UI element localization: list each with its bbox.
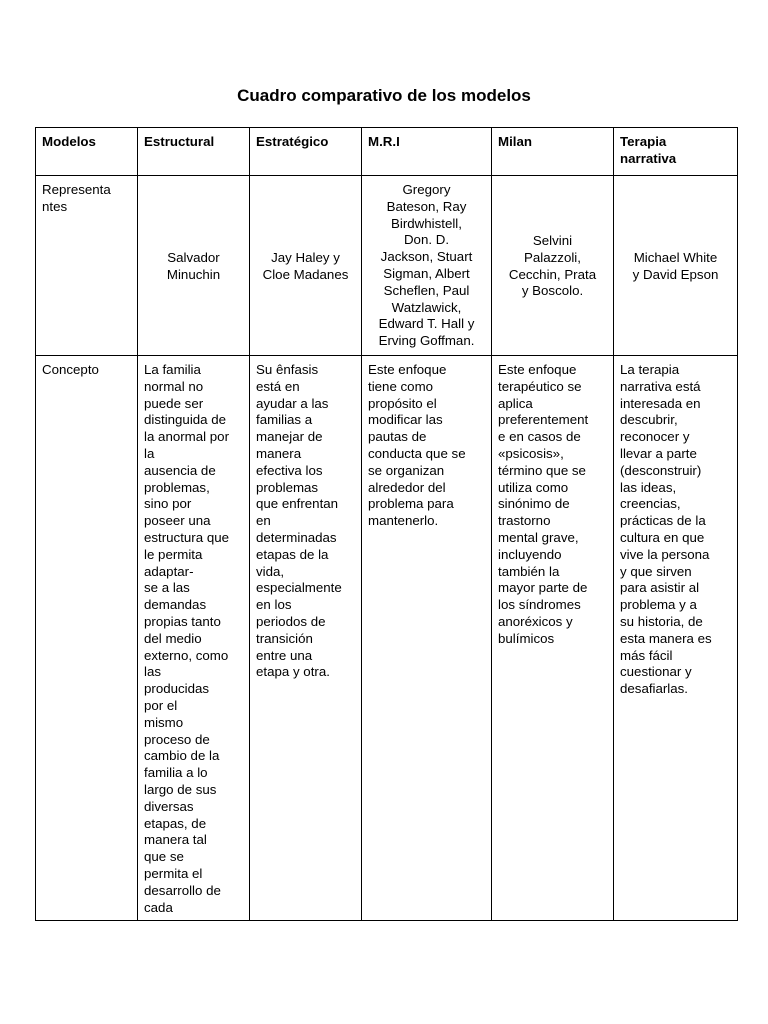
header-modelos: Modelos [36, 128, 138, 176]
row-label-concepto: Concepto [36, 356, 138, 921]
header-estrategico: Estratégico [250, 128, 362, 176]
cell-representantes-mri: Gregory Bateson, Ray Birdwhistell, Don. D. Jackson, Stuart Sigman, Albert Scheflen, Paul Watzlawick, Edward T. Hall y Erving Goffman. [362, 176, 492, 356]
cell-concepto-terapia-narrativa: La terapia narrativa está interesada en descubrir, reconocer y llevar a parte (desconstruir) las ideas, creencias, prácticas de la cultura en que vive la persona y que sirven para asistir al problema y a su historia, de esta manera es más fácil cuestionar y desafiarlas. [614, 356, 738, 921]
comparison-table [35, 127, 738, 921]
header-milan: Milan [492, 128, 614, 176]
cell-representantes-estrategico: Jay Haley y Cloe Madanes [250, 176, 362, 356]
cell-representantes-terapia-narrativa: Michael White y David Epson [614, 176, 738, 356]
cell-representantes-milan: Selvini Palazzoli, Cecchin, Prata y Boscolo. [492, 176, 614, 356]
header-mri: M.R.I [362, 128, 492, 176]
cell-concepto-estructural: La familia normal no puede ser distinguida de la anormal por la ausencia de problemas, sino por poseer una estructura que le permita adaptar- se a las demandas propias tanto del medio externo, como las producidas por el mismo proceso de cambio de la familia a lo largo de sus diversas etapas, de manera tal que se permita el desarrollo de cada [138, 356, 250, 921]
table-header-row [36, 128, 738, 176]
cell-representantes-estructural: Salvador Minuchin [138, 176, 250, 356]
table-row-representantes [36, 176, 738, 356]
document-title: Cuadro comparativo de los modelos [237, 86, 531, 105]
cell-concepto-estrategico: Su ênfasis está en ayudar a las familias a manejar de manera efectiva los problemas que enfrentan en determinadas etapas de la vida, especialmente en los periodos de transición entre una etapa y otra. [250, 356, 362, 921]
row-label-representantes: Representa ntes [36, 176, 138, 356]
cell-concepto-milan: Este enfoque terapéutico se aplica preferentement e en casos de «psicosis», término que se utiliza como sinónimo de trastorno mental grave, incluyendo también la mayor parte de los síndromes anoréxicos y bulímicos [492, 356, 614, 921]
cell-concepto-mri: Este enfoque tiene como propósito el modificar las pautas de conducta que se se organizan alrededor del problema para mantenerlo. [362, 356, 492, 921]
header-terapia-narrativa: Terapia narrativa [614, 128, 738, 176]
header-estructural: Estructural [138, 128, 250, 176]
table-row-concepto [36, 356, 738, 921]
